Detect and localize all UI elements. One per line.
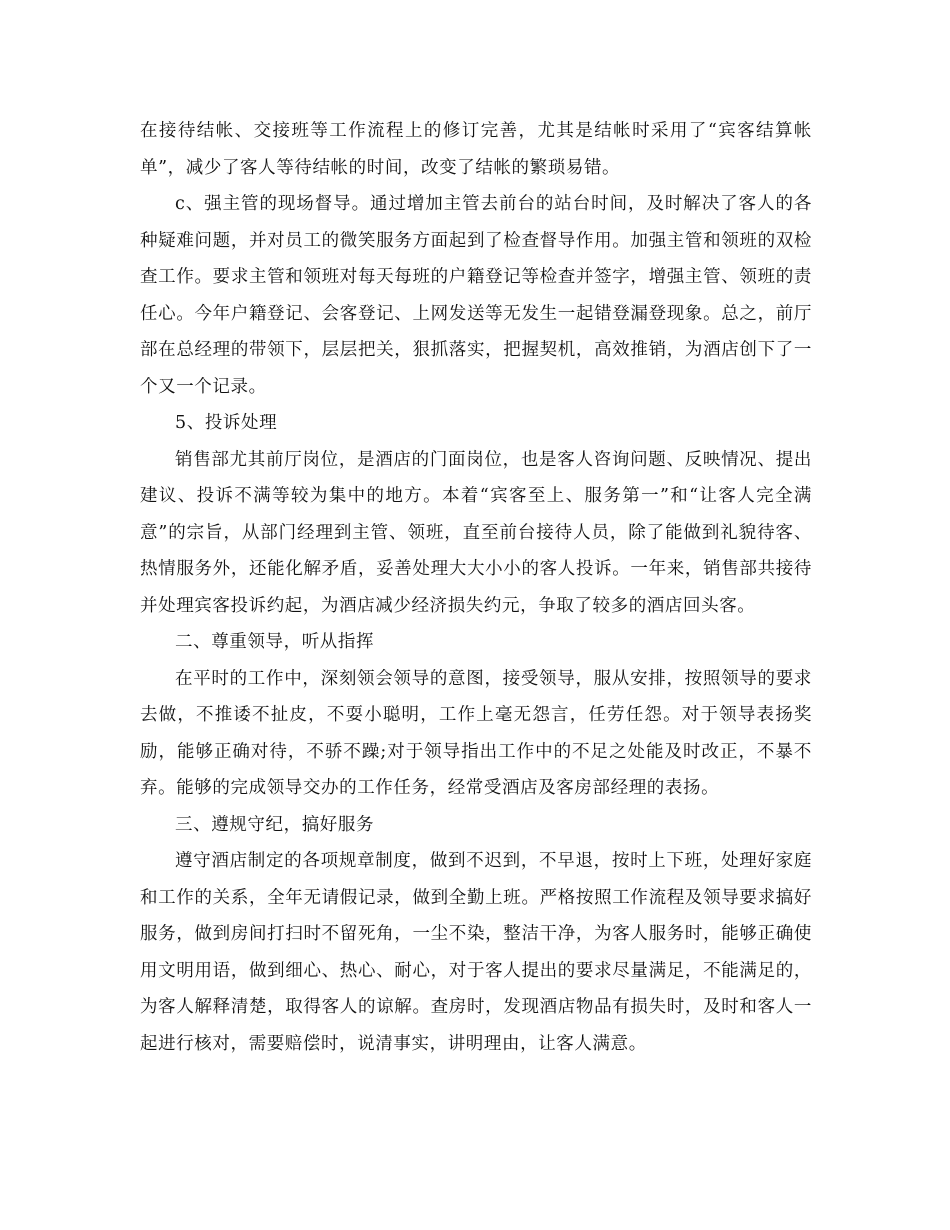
paragraph-respect-leadership: 在平时的工作中，深刻领会领导的意图，接受领导，服从安排，按照领导的要求去做，不推诿不扯皮，不耍小聪明，工作上毫无怨言，任劳任怨。对于领导表扬奖励，能够正确对待，不骄不躁;对于领导指出工作中的不足之处能及时改正，不暴不弃。能够的完成领导交办的工作任务，经常受酒店及客房部经理的表扬。 xyxy=(140,668,812,798)
paragraph-discipline-service: 遵守酒店制定的各项规章制度，做到不迟到，不早退，按时上下班，处理好家庭和工作的关系，全年无请假记录，做到全勤上班。严格按照工作流程及领导要求搞好服务，做到房间打扫时不留死角，一尘不染，整洁干净，为客人服务时，能够正确使用文明用语，做到细心、热心、耐心，对于客人提出的要求尽量满足，不能满足的，为客人解释清楚，取得客人的谅解。查房时，发现酒店物品有损失时，及时和客人一起进行核对，需要赔偿时，说清事实，讲明理由，让客人满意。 xyxy=(140,851,812,1054)
paragraph-continuation: 在接待结帐、交接班等工作流程上的修订完善，尤其是结帐时采用了“宾客结算帐单”，减少了客人等待结帐的时间，改变了结帐的繁琐易错。 xyxy=(140,121,812,178)
section-heading-complaint-handling: 5、投诉处理 xyxy=(175,413,278,433)
paragraph-supervisor-oversight: c、强主管的现场督导。通过增加主管去前台的站台时间，及时解决了客人的各种疑难问题，并对员工的微笑服务方面起到了检查督导作用。加强主管和领班的双检查工作。要求主管和领班对每天每班的户籍登记等检查并签字，增强主管、领班的责任心。今年户籍登记、会客登记、上网发送等无发生一起错登漏登现象。总之，前厅部在总经理的带领下，层层把关，狠抓落实，把握契机，高效推销，为酒店创下了一个又一个记录。 xyxy=(140,194,812,397)
section-heading-discipline-service: 三、遵规守纪，搞好服务 xyxy=(175,814,375,835)
paragraph-complaint-handling: 销售部尤其前厅岗位，是酒店的门面岗位，也是客人咨询问题、反映情况、提出建议、投诉不满等较为集中的地方。本着“宾客至上、服务第一”和“让客人完全满意”的宗旨，从部门经理到主管、领班，直至前台接待人员，除了能做到礼貌待客、热情服务外，还能化解矛盾，妥善处理大大小小的客人投诉。一年来，销售部共接待并处理宾客投诉约起，为酒店减少经济损失约元，争取了较多的酒店回头客。 xyxy=(140,449,812,616)
section-heading-respect-leadership: 二、尊重领导，听从指挥 xyxy=(175,632,375,652)
document-body xyxy=(140,113,812,1062)
